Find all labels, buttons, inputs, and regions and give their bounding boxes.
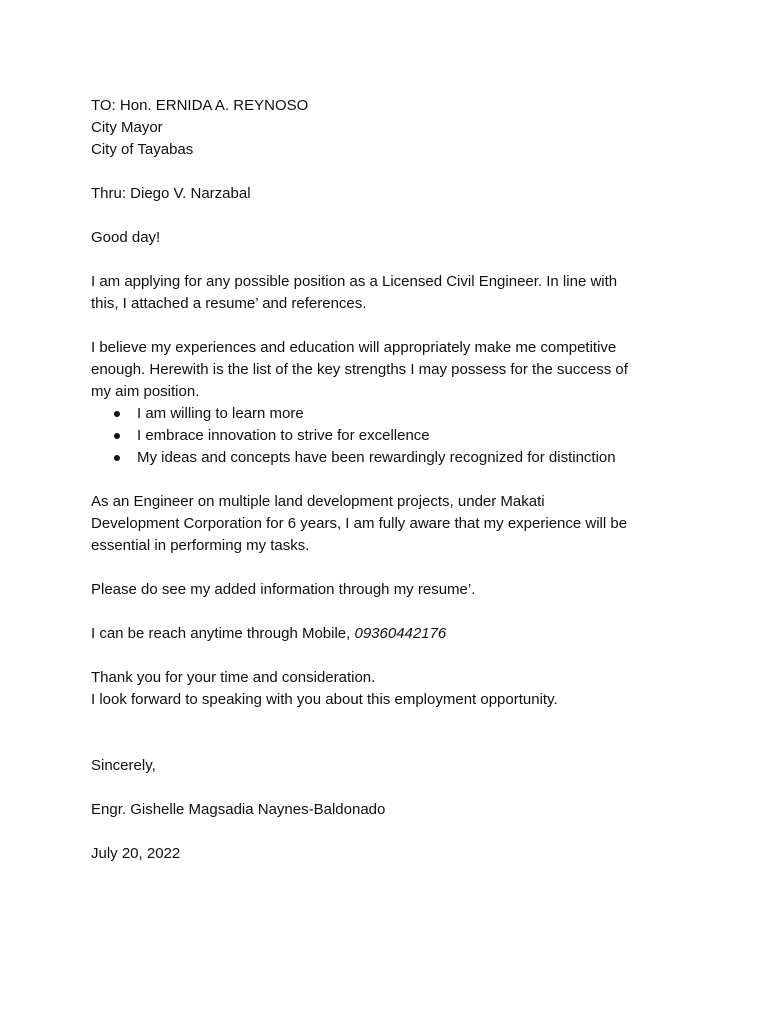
bullet-icon (114, 433, 120, 439)
list-item-text: I embrace innovation to strive for excellence (137, 427, 430, 444)
contact-line (91, 623, 691, 645)
recipient-block (91, 95, 691, 161)
signature-block (91, 799, 691, 821)
letter-date: July 20, 2022 (91, 845, 181, 862)
paragraph-application (91, 271, 691, 315)
list-item (137, 447, 691, 469)
recipient-office: City of Tayabas (91, 141, 194, 158)
paragraph-line: this, I attached a resume’ and references. (91, 295, 367, 312)
greeting-block (91, 227, 691, 249)
sign-off-block (91, 755, 691, 777)
thru-block (91, 183, 691, 205)
thru-line: Thru: Diego V. Narzabal (91, 185, 251, 202)
paragraph-line: Development Corporation for 6 years, I am fully aware that my experience will be (91, 515, 628, 532)
closing-block (91, 667, 691, 711)
closing-line: I look forward to speaking with you about this employment opportunity. (91, 691, 558, 708)
sign-off: Sincerely, (91, 757, 156, 774)
paragraph-strengths (91, 337, 691, 469)
paragraph-line: Please do see my added information through my resume’. (91, 581, 476, 598)
paragraph-line: I am applying for any possible position as a Licensed Civil Engineer. In line with (91, 273, 618, 290)
contact-text: I can be reach anytime through Mobile, (91, 625, 351, 642)
list-item (137, 425, 691, 447)
signature-name: Engr. Gishelle Magsadia Naynes-Baldonado (91, 801, 386, 818)
paragraph-line: I believe my experiences and education will appropriately make me competitive (91, 339, 617, 356)
greeting: Good day! (91, 229, 161, 246)
paragraph-resume (91, 579, 691, 601)
strengths-list (91, 403, 691, 469)
paragraph-line: As an Engineer on multiple land development projects, under Makati (91, 493, 545, 510)
list-item (137, 403, 691, 425)
paragraph-experience (91, 491, 691, 557)
recipient-to-line: TO: Hon. ERNIDA A. REYNOSO (91, 97, 309, 114)
paragraph-line: my aim position. (91, 383, 200, 400)
list-item-text: My ideas and concepts have been rewardingly recognized for distinction (137, 449, 616, 466)
bullet-icon (114, 411, 120, 417)
contact-block (91, 623, 691, 645)
phone-number: 09360442176 (354, 625, 447, 642)
paragraph-line: essential in performing my tasks. (91, 537, 310, 554)
list-item-text: I am willing to learn more (137, 405, 304, 422)
bullet-icon (114, 455, 120, 461)
date-block (91, 843, 691, 865)
paragraph-line: enough. Herewith is the list of the key strengths I may possess for the success of (91, 361, 628, 378)
recipient-title: City Mayor (91, 119, 163, 136)
closing-line: Thank you for your time and consideration. (91, 669, 376, 686)
cover-letter (91, 95, 691, 865)
